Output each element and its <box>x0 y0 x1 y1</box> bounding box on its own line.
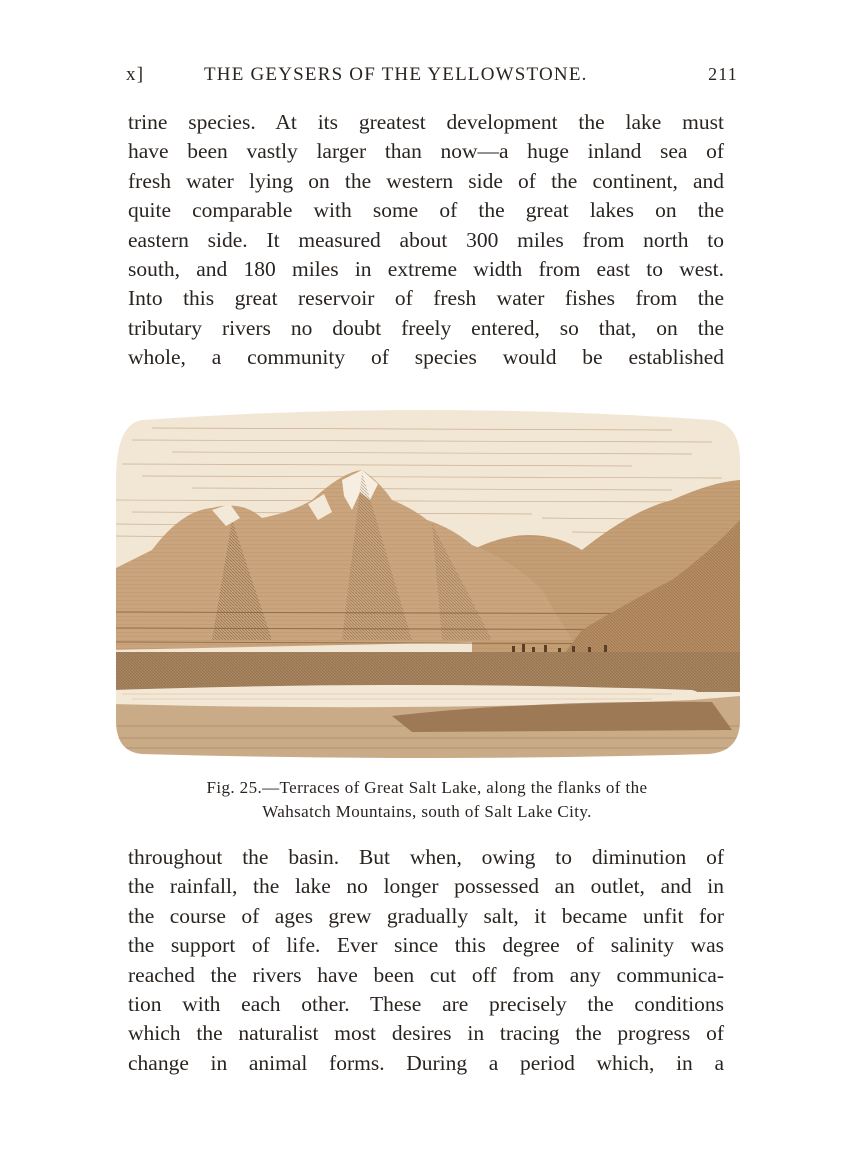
text-line: the support of life. Ever since this degree of salinity was <box>128 933 724 958</box>
paragraph-bottom <box>128 843 724 1078</box>
text-line: eastern side. It measured about 300 miles from north to <box>128 227 724 252</box>
caption-line: Wahsatch Mountains, south of Salt Lake City. <box>262 802 592 821</box>
text-line: have been vastly larger than now—a huge inland sea of <box>128 139 724 164</box>
text-line: reached the rivers have been cut off from any communica- <box>128 962 724 987</box>
running-header <box>126 64 738 90</box>
text-line: the course of ages grew gradually salt, it became unfit for <box>128 903 724 928</box>
text-line: tion with each other. These are precisely the conditions <box>128 991 724 1016</box>
text-line: throughout the basin. But when, owing to diminution of <box>128 845 724 869</box>
mountain-landscape-illustration <box>112 400 740 760</box>
engraving-figure <box>112 400 740 760</box>
text-line: quite comparable with some of the great lakes on the <box>128 198 724 223</box>
page-number: 211 <box>708 64 738 84</box>
text-line: trine species. At its greatest development the lake must <box>128 110 724 134</box>
running-title: THE GEYSERS OF THE YELLOWSTONE. <box>204 64 588 85</box>
caption-line: Fig. 25.—Terraces of Great Salt Lake, along the flanks of the <box>206 778 648 797</box>
text-line: fresh water lying on the western side of the continent, and <box>128 168 724 193</box>
text-line: south, and 180 miles in extreme width from east to west. <box>128 256 724 281</box>
paragraph-top <box>128 108 724 373</box>
chapter-number: x] <box>126 64 145 85</box>
text-line: which the naturalist most desires in tracing the progress of <box>128 1021 724 1046</box>
text-line: change in animal forms. During a period which, in a <box>128 1050 724 1075</box>
text-line: whole, a community of species would be established <box>128 345 724 370</box>
text-line: tributary rivers no doubt freely entered, so that, on the <box>128 315 724 340</box>
figure-caption <box>112 776 742 824</box>
text-line: Into this great reservoir of fresh water fishes from the <box>128 286 724 311</box>
text-line: the rainfall, the lake no longer possessed an outlet, and in <box>128 874 724 899</box>
